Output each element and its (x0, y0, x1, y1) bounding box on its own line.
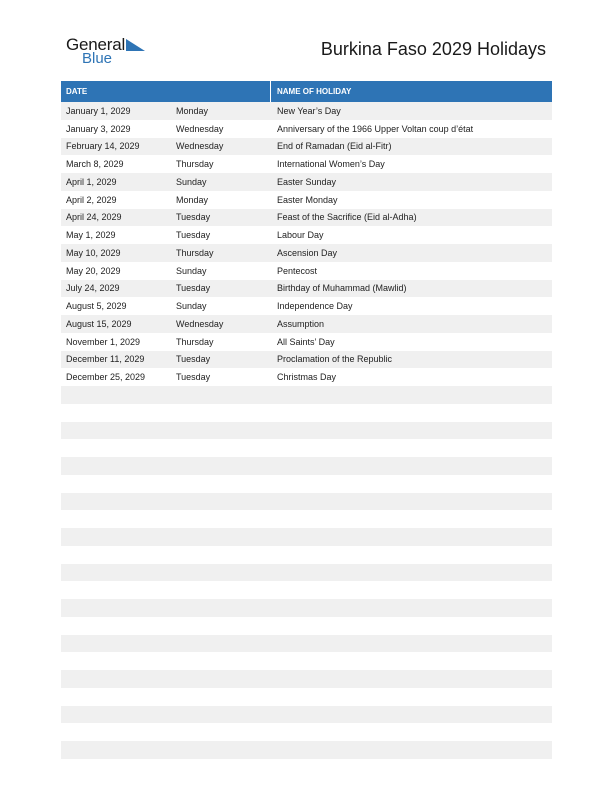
table-row (61, 741, 552, 759)
holiday-weekday: Thursday (176, 247, 214, 258)
holiday-weekday: Thursday (176, 336, 214, 347)
holiday-name: New Year’s Day (277, 105, 341, 116)
table-row (61, 191, 552, 209)
table-row (61, 475, 552, 493)
holiday-date: December 11, 2029 (66, 354, 145, 365)
logo-blue-text: Blue (82, 50, 113, 67)
table-row (61, 315, 552, 333)
table-row (61, 528, 552, 546)
holiday-weekday: Wednesday (176, 318, 224, 329)
holiday-date: December 25, 2029 (66, 372, 146, 383)
table-row (61, 244, 552, 262)
table-row (61, 102, 552, 120)
table-row (61, 599, 552, 617)
holiday-weekday: Tuesday (176, 283, 211, 294)
table-row (61, 351, 552, 369)
holiday-date: March 8, 2029 (66, 159, 124, 170)
holiday-weekday: Thursday (176, 159, 214, 170)
table-row (61, 581, 552, 599)
logo-triangle-icon (124, 38, 146, 52)
holiday-name: Christmas Day (277, 372, 337, 383)
holiday-weekday: Tuesday (176, 212, 211, 223)
header-name: NAME OF HOLIDAY (277, 87, 352, 96)
header-date: DATE (61, 81, 271, 102)
table-header (61, 81, 552, 102)
table-body (61, 102, 552, 777)
holiday-date: August 5, 2029 (66, 301, 127, 312)
holiday-weekday: Tuesday (176, 230, 211, 241)
holiday-name: End of Ramadan (Eid al-Fitr) (277, 141, 392, 152)
holiday-date: July 24, 2029 (66, 283, 120, 294)
holiday-date: May 20, 2029 (66, 265, 121, 276)
table-row (61, 120, 552, 138)
holiday-name: Pentecost (277, 265, 318, 276)
table-row (61, 688, 552, 706)
holiday-date: November 1, 2029 (66, 336, 141, 347)
logo-general-text: General (66, 35, 126, 54)
table-row (61, 706, 552, 724)
holiday-date: January 3, 2029 (66, 123, 131, 134)
table-row (61, 652, 552, 670)
table-row (61, 386, 552, 404)
holiday-weekday: Sunday (176, 301, 207, 312)
holiday-weekday: Monday (176, 194, 209, 205)
table-row (61, 155, 552, 173)
holiday-date: April 24, 2029 (66, 212, 122, 223)
table-row (61, 439, 552, 457)
table-row (61, 546, 552, 564)
holidays-table (61, 81, 552, 777)
table-row (61, 226, 552, 244)
holiday-name: Feast of the Sacrifice (Eid al-Adha) (277, 212, 417, 223)
holiday-weekday: Wednesday (176, 141, 224, 152)
holiday-weekday: Tuesday (176, 354, 211, 365)
holiday-weekday: Tuesday (176, 372, 211, 383)
holiday-date: April 1, 2029 (66, 176, 117, 187)
holiday-name: Proclamation of the Republic (277, 354, 393, 365)
table-row (61, 404, 552, 422)
holiday-weekday: Monday (176, 105, 209, 116)
table-row (61, 368, 552, 386)
table-row (61, 333, 552, 351)
holiday-name: Anniversary of the 1966 Upper Voltan coup d’état (277, 123, 474, 134)
table-row (61, 457, 552, 475)
page-title: Burkina Faso 2029 Holidays (320, 39, 546, 59)
table-row (61, 280, 552, 298)
table-row (61, 635, 552, 653)
table-row (61, 759, 552, 777)
holiday-date: February 14, 2029 (66, 141, 140, 152)
holiday-name: Birthday of Muhammad (Mawlid) (277, 283, 407, 294)
generalblue-logo (66, 35, 156, 69)
holiday-name: Ascension Day (277, 247, 338, 258)
table-row (61, 670, 552, 688)
table-row (61, 564, 552, 582)
table-row (61, 493, 552, 511)
holiday-date: May 1, 2029 (66, 230, 116, 241)
table-row (61, 510, 552, 528)
table-row (61, 723, 552, 741)
table-row (61, 138, 552, 156)
holiday-name: Labour Day (277, 230, 324, 241)
table-row (61, 173, 552, 191)
table-row (61, 209, 552, 227)
holiday-weekday: Sunday (176, 265, 207, 276)
table-row (61, 297, 552, 315)
holiday-name: Easter Monday (277, 194, 338, 205)
holiday-date: January 1, 2029 (66, 105, 131, 116)
holiday-weekday: Sunday (176, 176, 207, 187)
table-row (61, 262, 552, 280)
holiday-date: May 10, 2029 (66, 247, 121, 258)
holiday-weekday: Wednesday (176, 123, 224, 134)
holiday-name: Assumption (277, 318, 325, 329)
table-row (61, 617, 552, 635)
table-row (61, 422, 552, 440)
holiday-name: Independence Day (277, 301, 353, 312)
holiday-date: August 15, 2029 (66, 318, 132, 329)
holiday-name: Easter Sunday (277, 176, 337, 187)
holiday-name: All Saints’ Day (277, 336, 335, 347)
holiday-date: April 2, 2029 (66, 194, 117, 205)
holiday-name: International Women’s Day (277, 159, 385, 170)
